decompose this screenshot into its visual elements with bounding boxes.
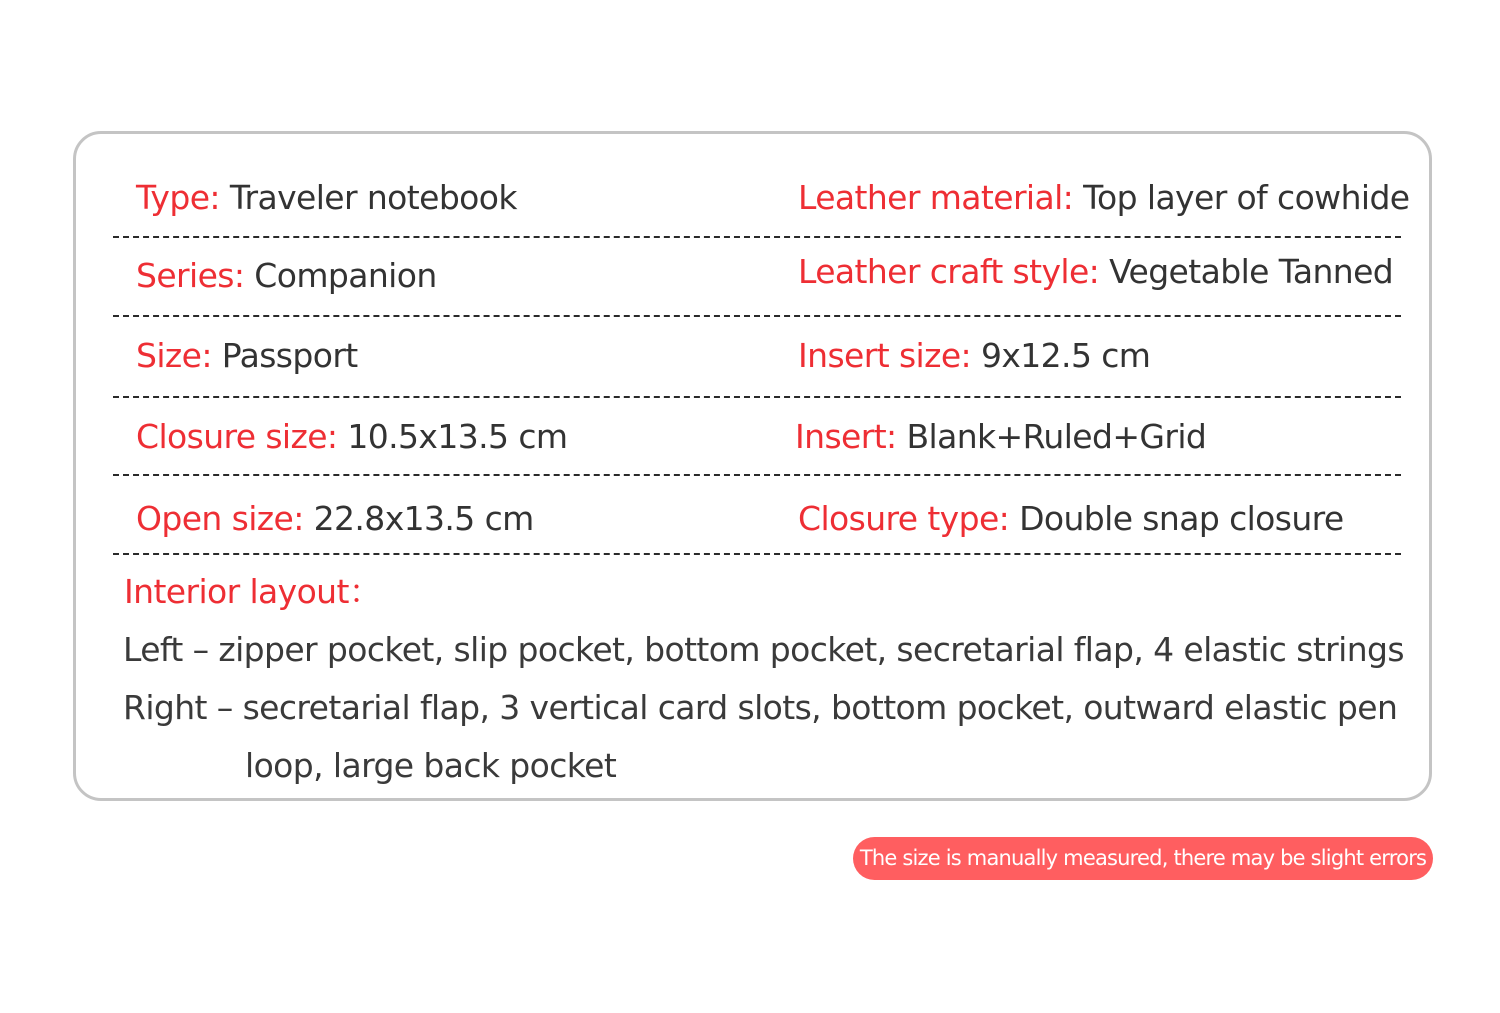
dashed-divider <box>113 474 1401 476</box>
spec-label: Insert size: <box>798 336 972 375</box>
spec-value: 10.5x13.5 cm <box>347 417 568 456</box>
spec-series <box>136 256 437 296</box>
measurement-note-badge: The size is manually measured, there may be slight errors <box>853 837 1433 880</box>
spec-label: Insert: <box>795 417 897 456</box>
spec-value: Double snap closure <box>1019 499 1344 538</box>
spec-closure-size <box>136 417 567 457</box>
interior-right-description-continued: loop, large back pocket <box>245 746 617 785</box>
spec-label: Closure type: <box>798 499 1010 538</box>
spec-label: Open size: <box>136 499 304 538</box>
spec-value: 22.8x13.5 cm <box>313 499 534 538</box>
spec-label: Series: <box>136 256 245 295</box>
spec-type <box>136 178 517 218</box>
interior-left-description: Left – zipper pocket, slip pocket, bottom pocket, secretarial flap, 4 elastic strings <box>123 630 1404 669</box>
spec-value: Blank+Ruled+Grid <box>906 417 1207 456</box>
dashed-divider <box>113 236 1401 238</box>
spec-value: Traveler notebook <box>229 178 517 217</box>
spec-value: Companion <box>254 256 437 295</box>
spec-open-size <box>136 499 534 539</box>
spec-insert <box>795 417 1206 457</box>
dashed-divider <box>113 553 1401 555</box>
spec-row-open-size <box>76 499 1429 539</box>
spec-label: Type: <box>136 178 220 217</box>
spec-insert-size <box>798 336 1150 376</box>
dashed-divider <box>113 315 1401 317</box>
spec-value: 9x12.5 cm <box>980 336 1151 375</box>
spec-label: Leather craft style: <box>798 252 1100 291</box>
spec-label: Size: <box>136 336 212 375</box>
spec-label: Leather material: <box>798 178 1074 217</box>
spec-value: Vegetable Tanned <box>1109 252 1394 291</box>
spec-leather-craft-style <box>798 252 1393 292</box>
spec-card <box>73 131 1432 801</box>
spec-label: Closure size: <box>136 417 338 456</box>
spec-row-type <box>76 178 1429 218</box>
spec-row-closure-size <box>76 417 1429 457</box>
spec-value: Top layer of cowhide <box>1083 178 1410 217</box>
spec-leather-material <box>798 178 1410 218</box>
interior-right-description: Right – secretarial flap, 3 vertical card slots, bottom pocket, outward elastic pen <box>123 688 1398 727</box>
spec-row-size <box>76 336 1429 376</box>
dashed-divider <box>113 396 1401 398</box>
interior-layout-title: Interior layout： <box>124 572 382 611</box>
spec-size <box>136 336 358 376</box>
spec-value: Passport <box>221 336 358 375</box>
spec-row-series <box>76 252 1429 296</box>
spec-closure-type <box>798 499 1344 539</box>
